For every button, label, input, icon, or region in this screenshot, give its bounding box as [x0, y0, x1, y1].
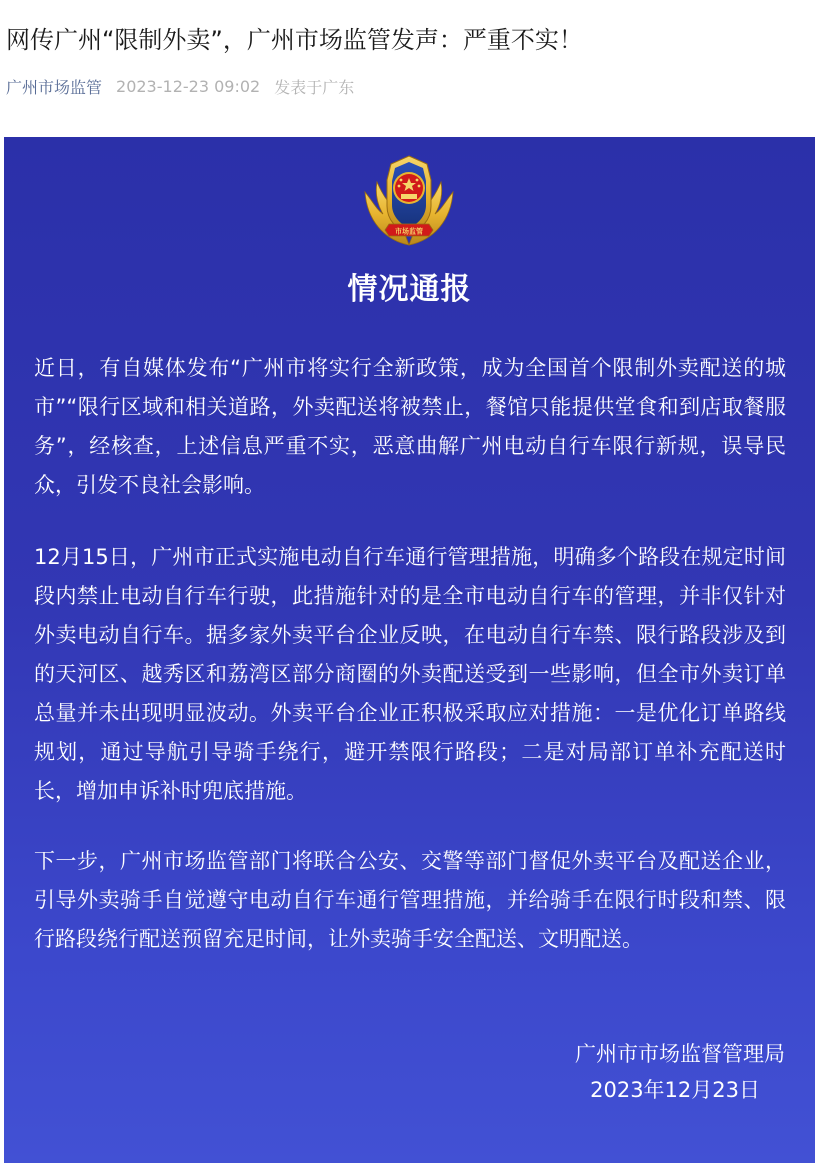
publish-time: 2023-12-23 09:02 — [116, 76, 261, 96]
signature-date: 2023年12月23日 — [590, 1078, 760, 1102]
police-emblem-icon — [359, 150, 459, 252]
emblem-ribbon-text: 市场监管 — [395, 227, 423, 236]
publish-location: 发表于广东 — [274, 77, 355, 97]
notice-image — [4, 137, 815, 1163]
article-title: 网传广州“限制外卖”，广州市场监管发声：严重不实！ — [6, 26, 583, 54]
notice-paragraph-3: 下一步，广州市场监管部门将联合公安、交警等部门督促外卖平台及配送企业，引导外卖骑手自觉遵守电动自行车通行管理措施，并给骑手在限行时段和禁、限行路段绕行配送预留充足时间，让外卖骑手安全配送、文明配送。 — [34, 849, 786, 951]
account-name-link[interactable]: 广州市场监管 — [6, 77, 103, 97]
article-meta — [6, 72, 354, 100]
notice-paragraph-2: 12月15日，广州市正式实施电动自行车通行管理措施，明确多个路段在规定时间段内禁止电动自行车行驶，此措施针对的是全市电动自行车的管理，并非仅针对外卖电动自行车。据多家外卖平台企业反映，在电动自行车禁、限行路段涉及到的天河区、越秀区和荔湾区部分商圈的外卖配送受到一些影响，但全市外卖订单总量并未出现明显波动。外卖平台企业正积极采取应对措施：一是优化订单路线规划，通过导航引导骑手绕行，避开禁限行路段；二是对局部订单补充配送时长，增加申诉补时兜底措施。 — [34, 545, 786, 803]
notice-title: 情况通报 — [347, 272, 472, 307]
signature-organization: 广州市市场监督管理局 — [575, 1042, 785, 1066]
notice-paragraph-1: 近日，有自媒体发布“广州市将实行全新政策，成为全国首个限制外卖配送的城市”“限行区域和相关道路，外卖配送将被禁止，餐馆只能提供堂食和到店取餐服务”，经核查，上述信息严重不实，恶意曲解广州电动自行车限行新规，误导民众，引发不良社会影响。 — [34, 356, 786, 497]
